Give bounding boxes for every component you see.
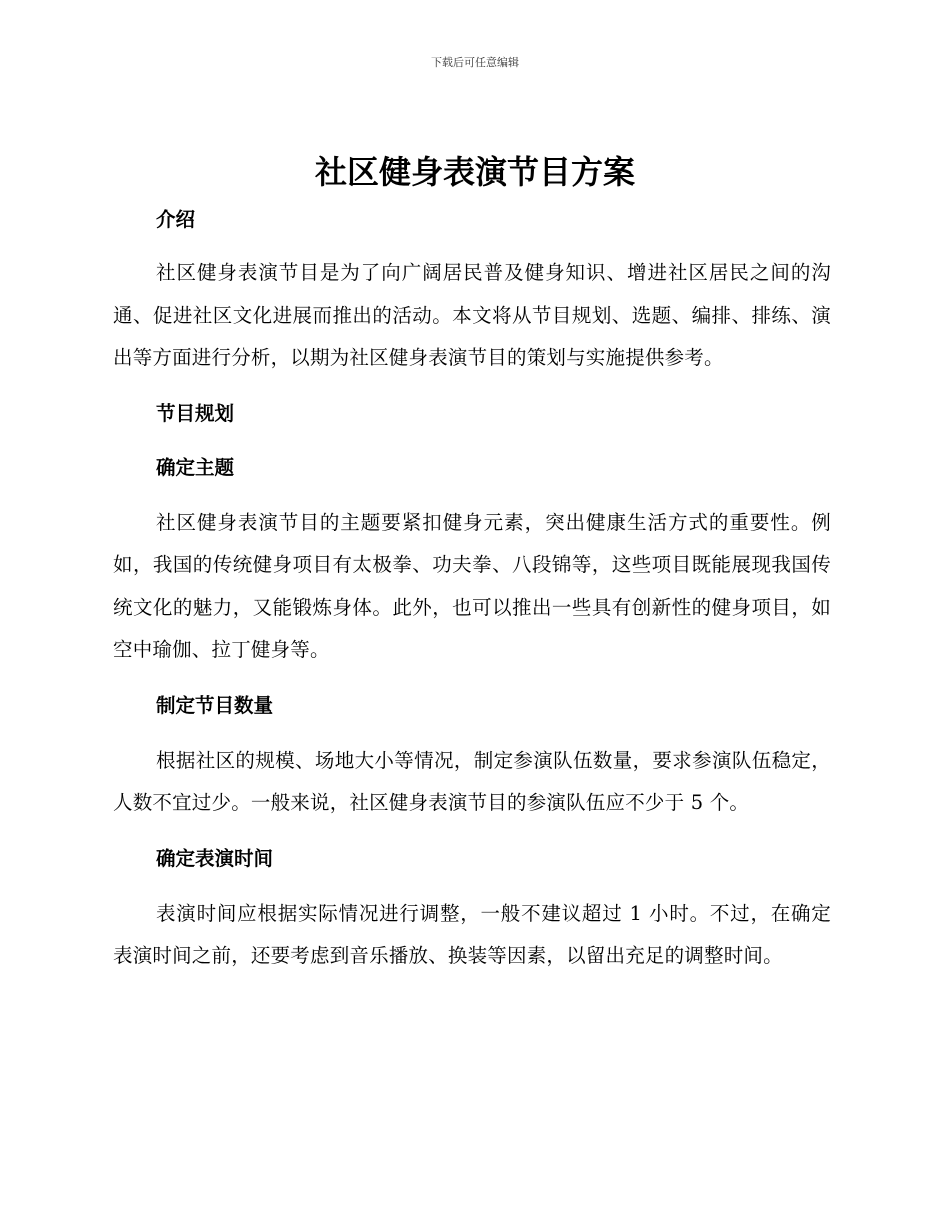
paragraph-time: 表演时间应根据实际情况进行调整，一般不建议超过 1 小时。不过，在确定表演时间之前，还要考虑到音乐播放、换装等因素，以留出充足的调整时间。 <box>113 901 831 967</box>
section-heading-plan: 节目规划 <box>156 401 235 425</box>
document-body <box>113 200 831 978</box>
section-heading-intro: 介绍 <box>156 208 196 231</box>
section-heading-theme: 确定主题 <box>156 455 235 479</box>
section-heading-time: 确定表演时间 <box>156 846 274 870</box>
section-heading-count: 制定节目数量 <box>156 693 274 717</box>
header-note: 下载后可任意编辑 <box>431 56 519 69</box>
paragraph-intro: 社区健身表演节目是为了向广阔居民普及健身知识、增进社区居民之间的沟通、促进社区文化进展而推出的活动。本文将从节目规划、选题、编排、排练、演出等方面进行分析，以期为社区健身表演节目的策划与实施提供参考。 <box>113 261 831 369</box>
paragraph-theme: 社区健身表演节目的主题要紧扣健身元素，突出健康生活方式的重要性。例如，我国的传统健身项目有太极拳、功夫拳、八段锦等，这些项目既能展现我国传统文化的魅力，又能锻炼身体。此外，也可以推出一些具有创新性的健身项目，如空中瑜伽、拉丁健身等。 <box>113 510 831 661</box>
paragraph-count: 根据社区的规模、场地大小等情况，制定参演队伍数量，要求参演队伍稳定，人数不宜过少。一般来说，社区健身表演节目的参演队伍应不少于 5 个。 <box>113 748 831 814</box>
document-title: 社区健身表演节目方案 <box>314 153 635 191</box>
